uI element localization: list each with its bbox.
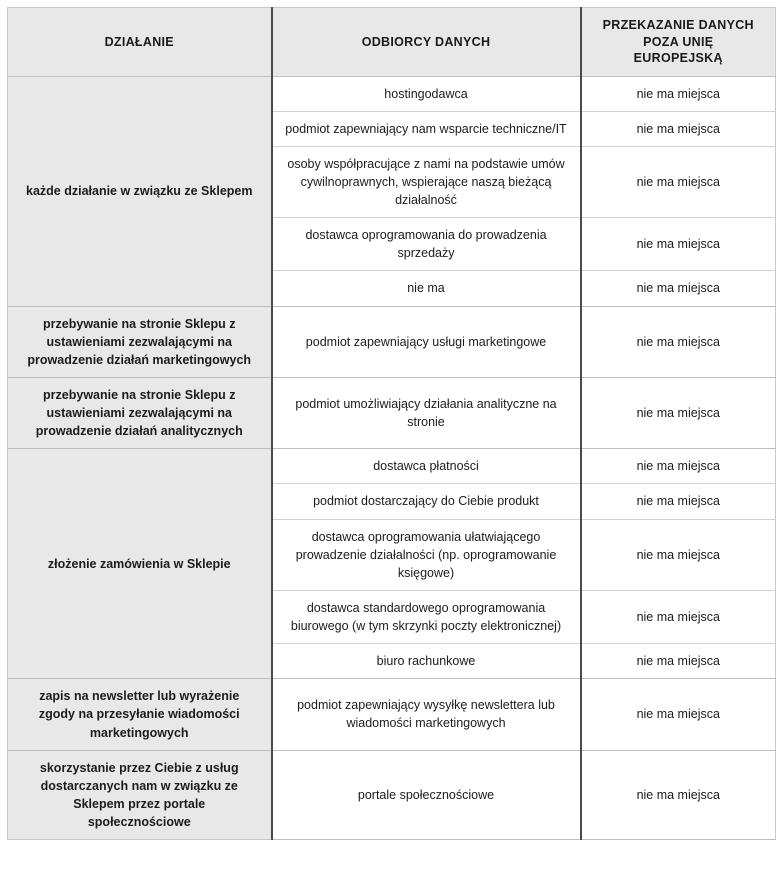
cell-recipient: podmiot umożliwiający działania analityczne na stronie	[272, 377, 581, 448]
cell-transfer: nie ma miejsca	[581, 271, 776, 306]
cell-recipient: podmiot dostarczający do Ciebie produkt	[272, 484, 581, 519]
cell-recipient: dostawca standardowego oprogramowania biurowego (w tym skrzynki poczty elektronicznej)	[272, 590, 581, 643]
cell-transfer: nie ma miejsca	[581, 306, 776, 377]
cell-recipient: podmiot zapewniający usługi marketingowe	[272, 306, 581, 377]
cell-recipient: biuro rachunkowe	[272, 644, 581, 679]
cell-transfer: nie ma miejsca	[581, 644, 776, 679]
cell-recipient: podmiot zapewniający wysyłkę newslettera lub wiadomości marketingowych	[272, 679, 581, 750]
cell-action: skorzystanie przez Ciebie z usług dostarczanych nam w związku ze Sklepem przez portale społecznościowe	[8, 750, 272, 840]
cell-transfer: nie ma miejsca	[581, 679, 776, 750]
cell-transfer: nie ma miejsca	[581, 76, 776, 111]
cell-transfer: nie ma miejsca	[581, 218, 776, 271]
cell-recipient: dostawca oprogramowania do prowadzenia sprzedaży	[272, 218, 581, 271]
table-row	[8, 679, 776, 750]
column-header-recipients: ODBIORCY DANYCH	[272, 8, 581, 77]
cell-transfer: nie ma miejsca	[581, 590, 776, 643]
cell-recipient: dostawca płatności	[272, 449, 581, 484]
table-body	[8, 76, 776, 840]
table-row	[8, 306, 776, 377]
cell-recipient: nie ma	[272, 271, 581, 306]
cell-recipient: podmiot zapewniający nam wsparcie techniczne/IT	[272, 111, 581, 146]
table-row	[8, 449, 776, 484]
cell-transfer: nie ma miejsca	[581, 111, 776, 146]
cell-action: każde działanie w związku ze Sklepem	[8, 76, 272, 306]
cell-transfer: nie ma miejsca	[581, 146, 776, 217]
cell-transfer: nie ma miejsca	[581, 750, 776, 840]
cell-action: zapis na newsletter lub wyrażenie zgody na przesyłanie wiadomości marketingowych	[8, 679, 272, 750]
cell-recipient: dostawca oprogramowania ułatwiającego prowadzenie działalności (np. oprogramowanie księgowe)	[272, 519, 581, 590]
data-recipients-table	[7, 7, 776, 840]
column-header-transfer-line3: EUROPEJSKĄ	[633, 51, 723, 65]
table-row	[8, 750, 776, 840]
cell-transfer: nie ma miejsca	[581, 377, 776, 448]
cell-transfer: nie ma miejsca	[581, 449, 776, 484]
column-header-action: DZIAŁANIE	[8, 8, 272, 77]
cell-recipient: osoby współpracujące z nami na podstawie umów cywilnoprawnych, wspierające naszą bieżącą działalność	[272, 146, 581, 217]
cell-action: przebywanie na stronie Sklepu z ustawieniami zezwalającymi na prowadzenie działań marketingowych	[8, 306, 272, 377]
table-header	[8, 8, 776, 77]
table-row	[8, 76, 776, 111]
header-row	[8, 8, 776, 77]
column-header-transfer-line1: PRZEKAZANIE DANYCH	[602, 18, 754, 32]
cell-recipient: portale społecznościowe	[272, 750, 581, 840]
cell-transfer: nie ma miejsca	[581, 519, 776, 590]
cell-action: złożenie zamówienia w Sklepie	[8, 449, 272, 679]
column-header-transfer-line2: POZA UNIĘ	[643, 34, 714, 49]
cell-transfer: nie ma miejsca	[581, 484, 776, 519]
cell-action: przebywanie na stronie Sklepu z ustawieniami zezwalającymi na prowadzenie działań analitycznych	[8, 377, 272, 448]
cell-recipient: hostingodawca	[272, 76, 581, 111]
table-row	[8, 377, 776, 448]
column-header-transfer	[581, 8, 776, 77]
